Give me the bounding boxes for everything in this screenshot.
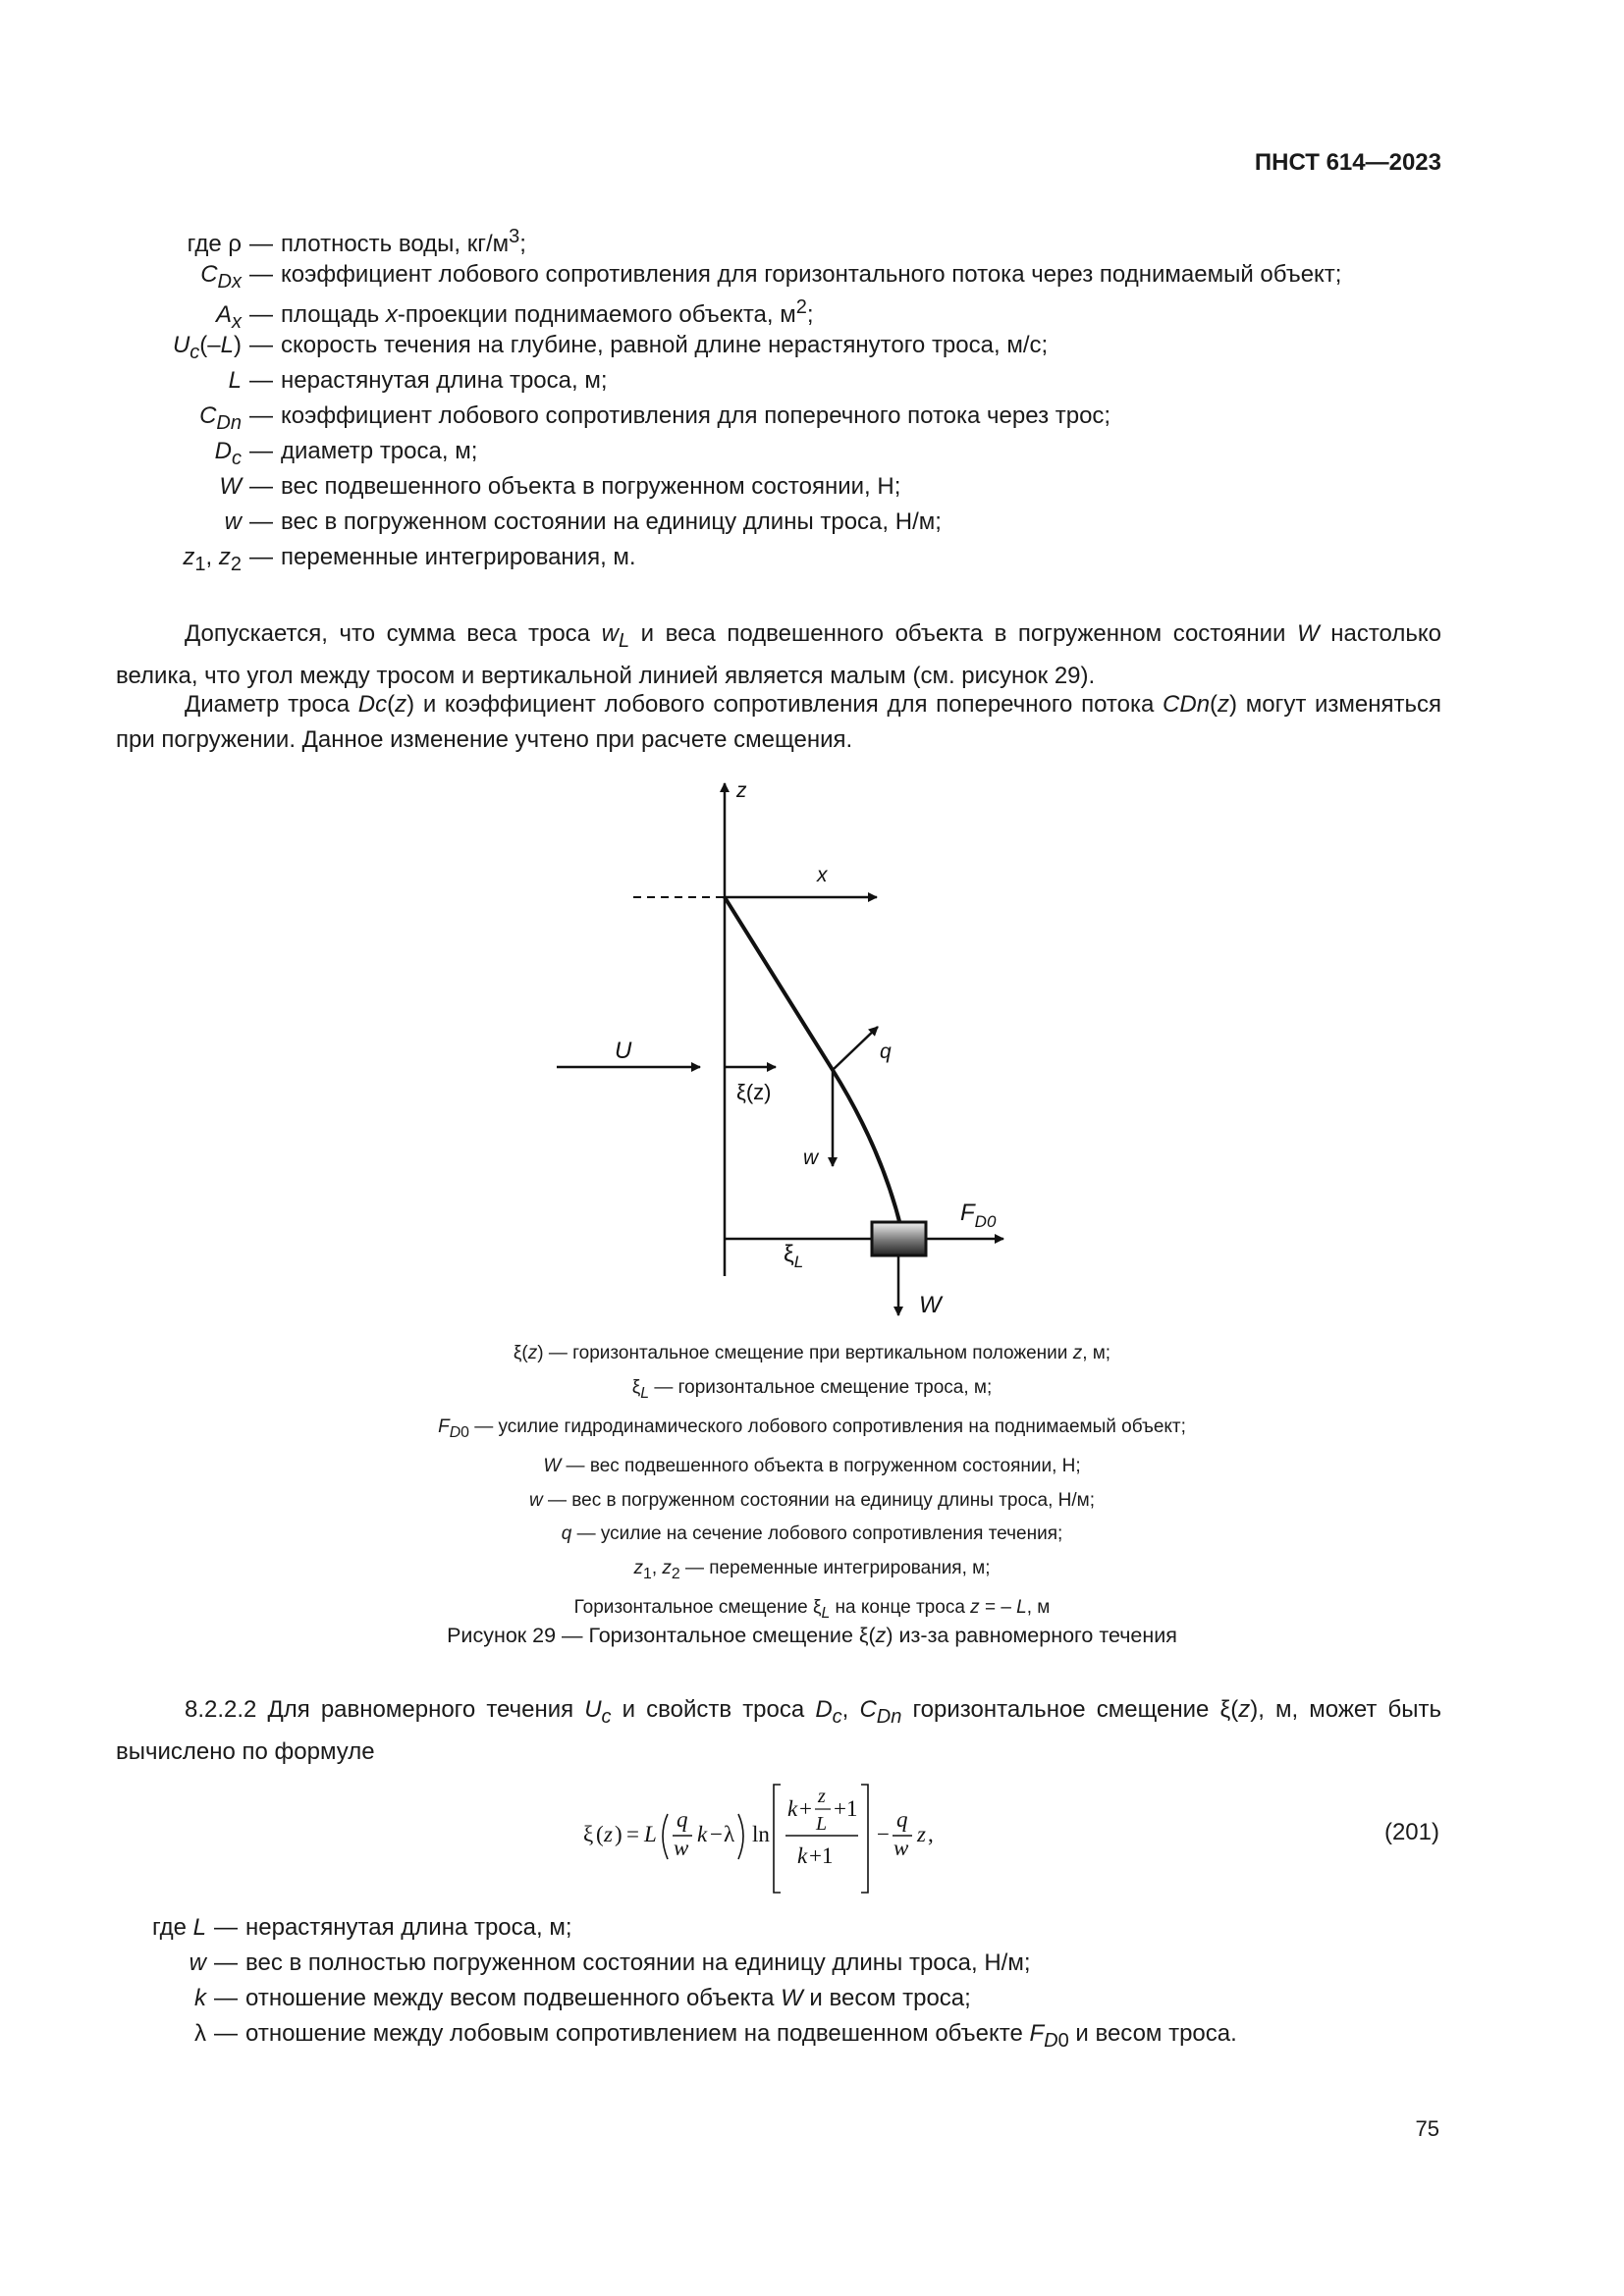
- cable-curve: [725, 897, 901, 1229]
- svg-text:k: k: [797, 1843, 808, 1868]
- legend-line: $z_1$, $z_2$ — переменные интегрирования, м;: [633, 1557, 991, 1582]
- svg-text:+: +: [799, 1796, 812, 1821]
- definition-row: $U_c(-L)$ — скорость течения на глубине, равной длине нерастянутого троса, м/с;: [172, 332, 1049, 363]
- formula-201: [579, 1777, 992, 1904]
- label-FD0: $F_{D0}$: [960, 1200, 997, 1231]
- svg-text:): ): [615, 1822, 623, 1846]
- svg-text:q: q: [677, 1807, 688, 1832]
- legend-line: $\xi_L$ — горизонтальное смещение троса, м;: [631, 1376, 993, 1402]
- label-xi-L: $\xi_L$: [784, 1241, 804, 1271]
- label-xi-z: ξ(z): [736, 1080, 772, 1104]
- variable-row: w — вес в полностью погруженном состоянии на единицу длины троса, Н/м;: [189, 1949, 1031, 1976]
- variable-row: λ — отношение между лобовым сопротивлением на подвешенном объекте $F_{D0}$ и весом троса.: [194, 2020, 1237, 2052]
- svg-text:k: k: [697, 1822, 708, 1846]
- definition-row: где ρ — плотность воды, $кг/м^3$;: [187, 226, 526, 257]
- svg-text:ξ: ξ: [583, 1822, 594, 1846]
- document-id: ПНСТ 614—2023: [1254, 149, 1441, 176]
- definition-row: $z_1$, $z_2$ — переменные интегрирования, м.: [183, 544, 636, 575]
- definition-row: W — вес подвешенного объекта в погруженном состоянии, Н;: [219, 473, 901, 500]
- formula-variables-list: [116, 1914, 1237, 2056]
- legend-line: Горизонтальное смещение $\xi_L$ на конце троса z = – L, м: [573, 1596, 1051, 1622]
- label-x: x: [817, 864, 828, 886]
- label-q: q: [880, 1041, 892, 1063]
- svg-text:z: z: [917, 1822, 926, 1846]
- svg-text:z: z: [604, 1822, 613, 1846]
- svg-text:−: −: [877, 1822, 890, 1846]
- label-W: W: [919, 1292, 942, 1318]
- page-number: 75: [1415, 2116, 1439, 2141]
- variable-row: k — отношение между весом подвешенного объекта W и весом троса;: [194, 1985, 971, 2011]
- svg-text:L: L: [644, 1822, 657, 1846]
- definition-row: $A_x$ — площадь x-проекции поднимаемого объекта, $м^2$;: [215, 296, 814, 333]
- legend-line: $F_{D0}$ — усилие гидродинамического лобового сопротивления на поднимаемый объект;: [438, 1415, 1186, 1441]
- paragraph-diameter: Диаметр троса Dc(z) и коэффициент лобового сопротивления для поперечного потока CDn(z) могут изменяться при погружении. Данное изменение учтено при расчете смещения.: [116, 691, 1441, 753]
- label-z: z: [736, 779, 747, 802]
- legend-line: W — вес подвешенного объекта в погруженном состоянии, Н;: [543, 1456, 1081, 1477]
- svg-text:w: w: [674, 1836, 689, 1860]
- svg-text:+1: +1: [809, 1843, 834, 1868]
- svg-text:q: q: [896, 1807, 908, 1832]
- legend-line: ξ(z) — горизонтальное смещение при вертикальном положении z, м;: [513, 1343, 1111, 1363]
- svg-text:=: =: [626, 1822, 639, 1846]
- svg-text:w: w: [893, 1836, 909, 1860]
- svg-text:λ: λ: [724, 1822, 735, 1846]
- definition-row: w — вес в погруженном состоянии на единицу длины троса, Н/м;: [224, 508, 942, 535]
- definition-row: L — нерастянутая длина троса, м;: [228, 367, 608, 394]
- equation-number: (201): [1383, 1819, 1439, 1845]
- legend-line: w — вес в погруженном состоянии на единицу длины троса, Н/м;: [528, 1489, 1095, 1511]
- svg-text:ln: ln: [752, 1822, 770, 1846]
- q-force-arrow: [833, 1027, 878, 1070]
- suspended-object: [872, 1222, 926, 1255]
- definition-row: $C_{Dx}$ — коэффициент лобового сопротивления для горизонтального потока через поднимаемый объект;: [200, 261, 1342, 293]
- paragraph-assumption: Допускается, что сумма веса троса $w_L$ и веса подвешенного объекта в погруженном состоянии W настолько велика, что угол между тросом и вертикальной линией является малым (см. рисунок 29).: [116, 620, 1442, 689]
- definitions-list: [116, 226, 1510, 579]
- definition-row: $C_{Dn}$ — коэффициент лобового сопротивления для поперечного потока через трос;: [199, 402, 1111, 434]
- figure-legend: [0, 1337, 1624, 1630]
- paragraph-8-2-2-2: 8.2.2.2 Для равномерного течения $U_c$ и свойств троса $D_c$, $C_{Dn}$ горизонтальное смещение ξ(z), м, может быть вычислено по формуле: [116, 1696, 1441, 1765]
- legend-line: q — усилие на сечение лобового сопротивления течения;: [561, 1523, 1063, 1545]
- label-U: U: [615, 1038, 632, 1064]
- svg-text:(: (: [596, 1822, 604, 1846]
- figure-caption: Рисунок 29 — Горизонтальное смещение ξ(z) из-за равномерного течения: [447, 1624, 1177, 1647]
- svg-text:+1: +1: [834, 1796, 858, 1821]
- svg-text:−: −: [710, 1822, 723, 1846]
- svg-text:,: ,: [928, 1822, 934, 1846]
- svg-text:z: z: [818, 1786, 826, 1807]
- label-w: w: [803, 1147, 819, 1169]
- svg-text:L: L: [816, 1813, 828, 1835]
- variable-row: где L — нерастянутая длина троса, м;: [151, 1914, 572, 1941]
- svg-text:k: k: [787, 1796, 798, 1821]
- definition-row: $D_c$ — диаметр троса, м;: [214, 438, 478, 469]
